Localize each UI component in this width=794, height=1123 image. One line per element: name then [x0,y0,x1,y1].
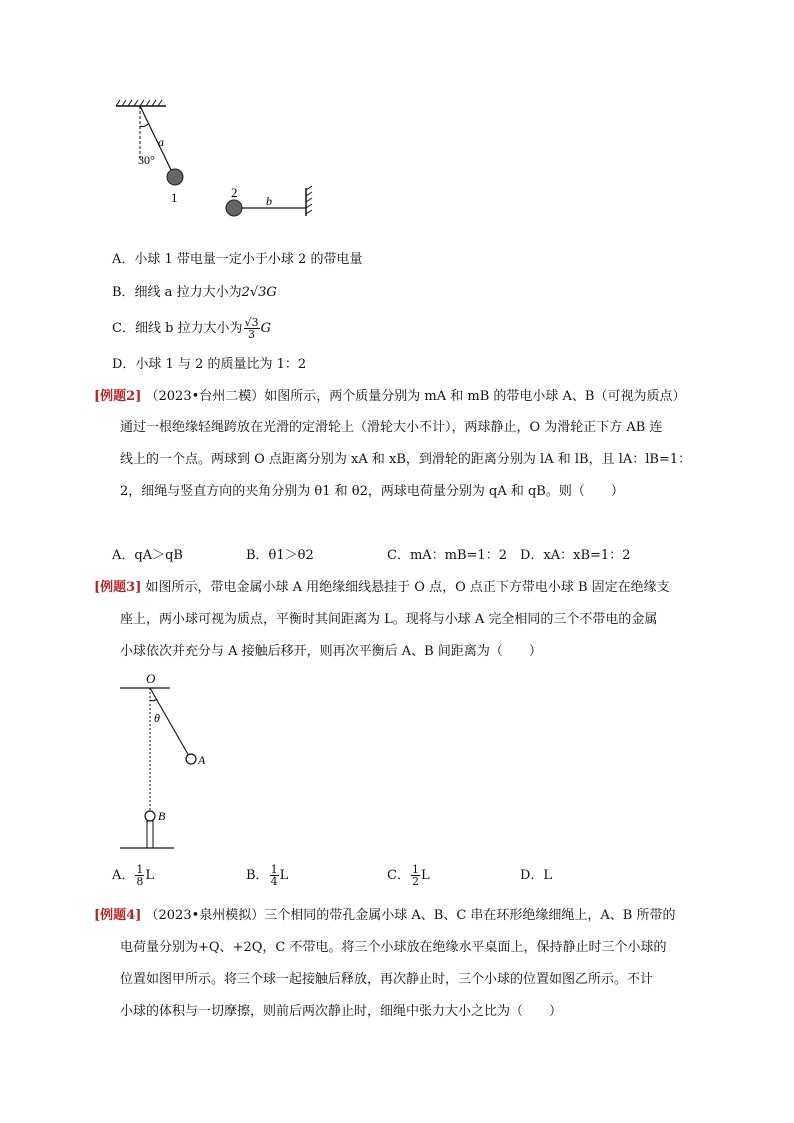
example-3-tag: [例题3] [94,580,142,595]
example-2-tag: [例题2] [94,389,142,404]
example-4 [94,906,675,926]
fraction-denominator: 3 [248,328,256,341]
example-4-line-2: 电荷量分别为+Q、+2Q，C 不带电。将三个小球放在绝缘水平桌面上，保持静止时三个小球的 [120,940,667,955]
fraction-numerator: 1 [411,863,419,876]
example-4-line-4: 小球的体积与一切摩擦，则前后两次静止时，细绳中张力大小之比为（ ） [120,1004,563,1019]
ex3-option-b-suffix: L [279,868,289,883]
example-3-line-3: 小球依次并充分与 A 接触后移开，则再次平衡后 A、B 间距离为（ ） [120,644,542,659]
q1-option-c[interactable] [112,312,271,346]
ex3-option-c-suffix: L [420,868,430,883]
angle-theta-label: θ [154,711,160,725]
ex3-option-d[interactable]: D．L [520,868,553,883]
q1-option-b-text: B．细线 a 拉力大小为 [112,285,242,300]
example-3 [94,578,670,598]
q1-option-c-text: C．细线 b 拉力大小为 [112,321,243,336]
fraction-numerator: 1 [270,863,278,876]
ball-2-label: 2 [231,185,238,200]
fraction-denominator: 4 [270,875,278,888]
q1-option-d[interactable]: D．小球 1 与 2 的质量比为 1：2 [112,357,307,372]
q1-option-c-fraction [244,317,260,340]
q1-option-c-suffix: G [260,321,271,336]
example-3-line-2: 座上，两小球可视为质点，平衡时其间距离为 L。现将与小球 A 完全相同的三个不带电的金属 [120,612,658,627]
ex3-option-a-fraction [135,864,144,887]
ex3-option-c[interactable] [387,860,430,892]
string-a-label: a [158,135,164,149]
example-2-line-4: 2，细绳与竖直方向的夹角分别为 θ1 和 θ2，两球电荷量分别为 qA 和 qB。则（ ） [120,484,624,499]
ex3-option-b-fraction [270,864,279,887]
fraction-numerator: √3 [244,316,259,329]
string-b-label: b [266,194,272,208]
point-o-label: O [146,671,156,686]
ex3-option-a[interactable] [112,860,154,892]
q1-option-b-expr: 2√3G [241,285,277,300]
example-2-line-2: 通过一根绝缘轻绳跨放在光滑的定滑轮上（滑轮大小不计），两球静止，O 为滑轮正下方 AB 连 [120,420,663,435]
example-4-tag: [例题4] [94,908,142,923]
ex3-option-a-suffix: L [145,868,155,883]
example-2-line-3: 线上的一个点。两球到 O 点距离分别为 xA 和 xB，到滑轮的距离分别为 lA 和 lB，且 lA：lB=1： [120,452,692,467]
fraction-denominator: 8 [136,875,144,888]
example-2-line-1: （2023•台州二模）如图所示，两个质量分别为 mA 和 mB 的带电小球 A、B（可视为质点） [145,389,686,404]
fraction-numerator: 1 [136,863,144,876]
example-3-line-1: 如图所示，带电金属小球 A 用绝缘细线悬挂于 O 点，O 点正下方带电小球 B 固定在绝缘支 [145,580,670,595]
ex2-option-b[interactable]: B．θ1＞θ2 [246,548,314,563]
ex2-option-d[interactable]: D．xA：xB=1：2 [520,548,631,563]
figure-pendulum-a-b [112,670,222,852]
ex3-option-a-prefix: A． [112,868,135,883]
ex3-option-b[interactable] [246,860,288,892]
q1-option-b[interactable] [112,283,277,303]
q1-option-a[interactable]: A．小球 1 带电量一定小于小球 2 的带电量 [112,252,363,267]
ball-a-label: A [198,753,206,767]
angle-label: 30° [138,153,155,167]
ball-b-label: B [158,809,166,823]
fraction-denominator: 2 [411,875,419,888]
ex2-option-c[interactable]: C．mA：mB=1：2 [387,548,507,563]
ex3-option-c-prefix: C． [387,868,410,883]
example-4-line-3: 位置如图甲所示。将三个球一起接触后释放，再次静止时，三个小球的位置如图乙所示。不计 [120,972,654,987]
ex3-option-b-prefix: B． [246,868,269,883]
ex3-option-c-fraction [411,864,420,887]
ball-1-label: 1 [171,190,178,205]
figure-pendulum-ball-1-2 [108,98,328,218]
ex2-option-a[interactable]: A．qA＞qB [112,548,183,563]
example-2 [94,387,685,407]
example-4-line-1: （2023•泉州模拟）三个相同的带孔金属小球 A、B、C 串在环形绝缘细绳上，A、B 所带的 [145,908,676,923]
